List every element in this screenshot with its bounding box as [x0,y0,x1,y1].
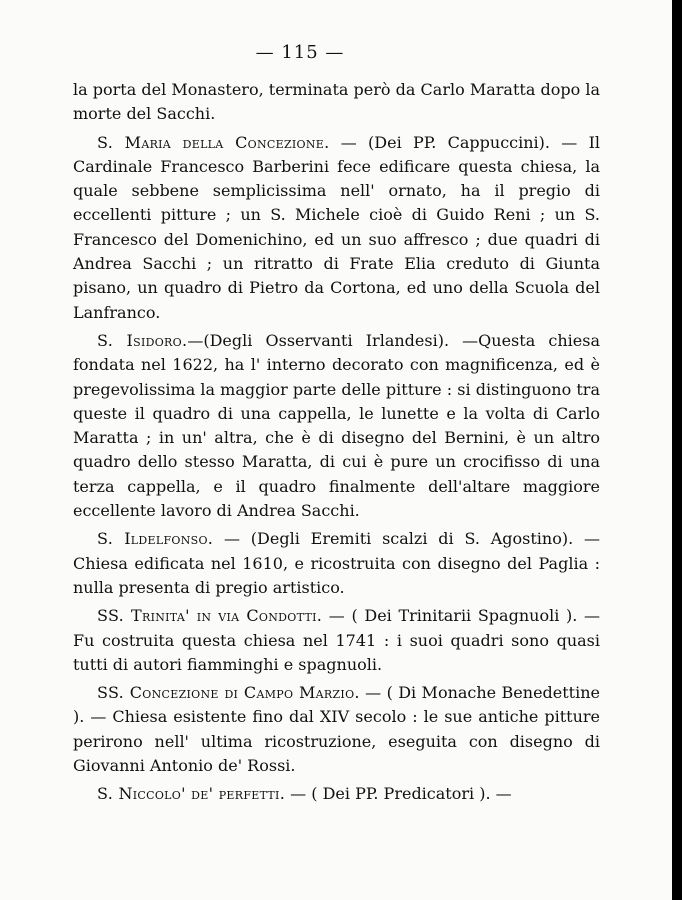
entry-trinita-condotti [73,604,600,677]
entry-body: — (Dei PP. Cappuccini). — Il Cardinale Francesco Barberini fece edificare questa chiesa, la quale sebbene semplicissima nell' ornato, ha il pregio di eccellenti pitture ; un S. Michele cioè di Guido Reni ; un S. Francesco del Domenichino, ed un suo affresco ; due quadri di Andrea Sacchi ; un ritratto di Frate Elia creduto di Giunta pisano, un quadro di Pietro da Cortona, ed uno della Scuola del Lanfranco. [73,132,600,322]
entry-niccolo-perfetti [73,782,600,806]
entry-body: — ( Dei PP. Predicatori ). — [285,784,512,804]
entry-ildelfonso [73,527,600,600]
entry-body: — (Degli Eremiti scalzi di S. Agostino). — Chiesa edificata nel 1610, e ricostruita con disegno del Paglia : nulla presenta di pregio artistico. [73,529,600,597]
scan-edge [672,0,682,900]
entry-heading: S. Maria della Concezione. [97,132,330,152]
entry-heading: S. Isidoro. [97,330,188,350]
entry-body: — ( Dei Trinitarii Spagnuoli ). — Fu costruita questa chiesa nel 1741 : i suoi quadri sono quasi tutti di autori fiamminghi e spagnuoli. [73,606,600,674]
entry-maria-concezione [73,131,600,325]
continuation-paragraph: la porta del Monastero, terminata però da Carlo Maratta dopo la morte del Sacchi. [73,80,600,124]
entry-isidoro [73,329,600,523]
entry-heading: S. Ildelfonso. [97,529,214,549]
entry-concezione-campo-marzio [73,681,600,778]
entry-heading: S. Niccolo' de' perfetti. [97,784,286,804]
entry-heading: SS. Trinita' in via Condotti. [97,606,323,626]
entry-body: — ( Di Monache Benedettine ). — Chiesa esistente fino dal XIV secolo : le sue antiche pitture perirono nell' ultima ricostruzione, eseguita con disegno di Giovanni Antonio de' Rossi. [73,683,601,776]
entry-body: —(Degli Osservanti Irlandesi). —Questa chiesa fondata nel 1622, ha l' interno decorato con magnificenza, ed è pregevolissima la maggior parte delle pitture : si distinguono tra queste il quadro di una cappella, le lunette e la volta di Carlo Maratta ; in un' altra, che è di disegno del Bernini, è un altro quadro dello stesso Maratta, di cui è pure un crocifisso di una terza cappella, e il quadro finalmente dell'altare maggiore eccellente lavoro di Andrea Sacchi. [73,330,600,521]
page-number: — 115 — [255,42,345,63]
page-text [73,78,600,811]
entry-heading: SS. Concezione di Campo Marzio. [97,683,360,703]
